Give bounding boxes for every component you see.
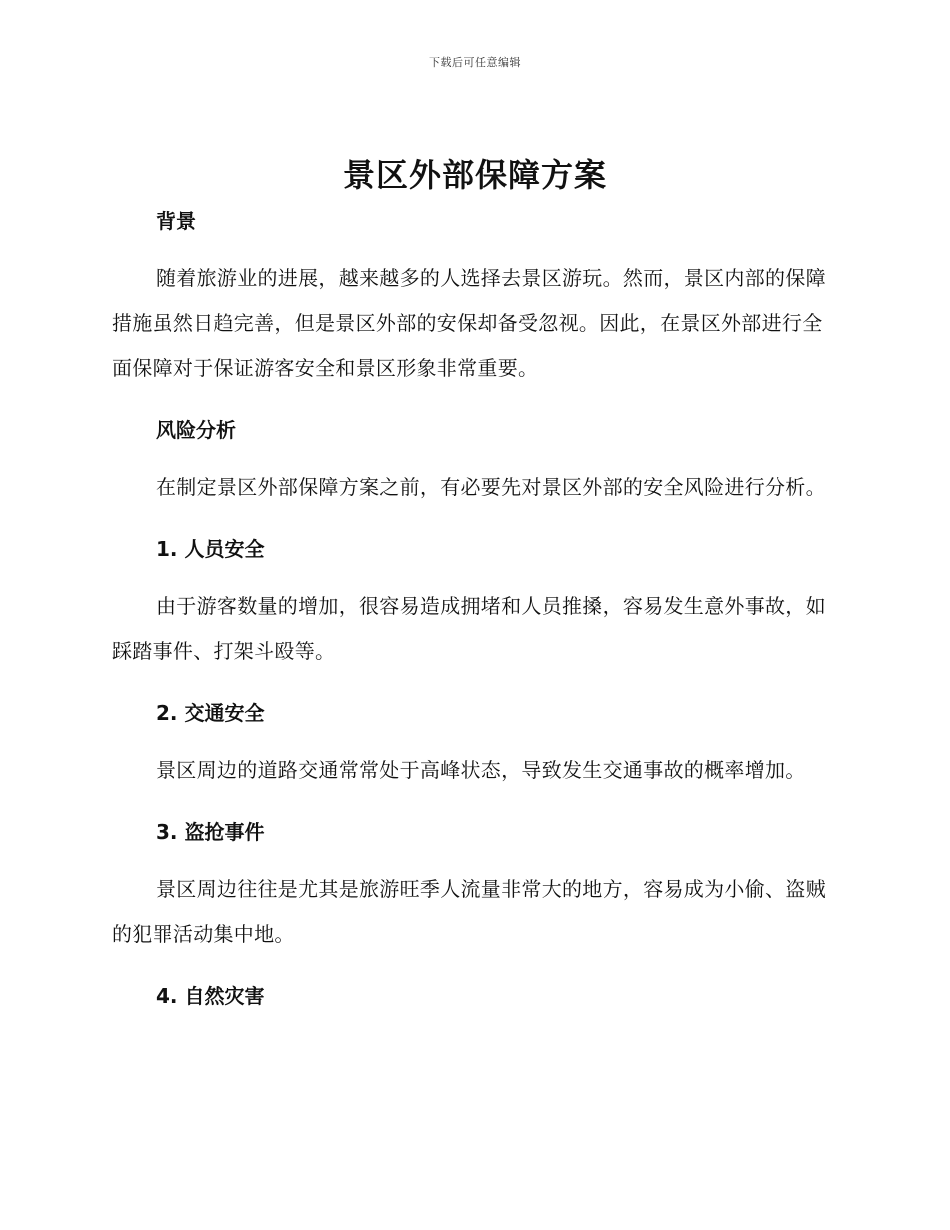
section-paragraph: 随着旅游业的进展，越来越多的人选择去景区游玩。然而，景区内部的保障措施虽然日趋完善，但是景区外部的安保却备受忽视。因此，在景区外部进行全面保障对于保证游客安全和景区形象非常重要。 <box>112 266 826 380</box>
document-body <box>112 198 832 1019</box>
section-heading: 风险分析 <box>156 418 236 442</box>
section-paragraph: 景区周边往往是尤其是旅游旺季人流量非常大的地方，容易成为小偷、盗贼的犯罪活动集中地。 <box>112 877 826 946</box>
section-heading: 2. 交通安全 <box>156 701 265 725</box>
section-paragraph: 在制定景区外部保障方案之前，有必要先对景区外部的安全风险进行分析。 <box>156 475 826 499</box>
section-background <box>112 198 832 407</box>
section-paragraph: 景区周边的道路交通常常处于高峰状态，导致发生交通事故的概率增加。 <box>156 758 806 782</box>
section-risk-analysis <box>112 407 832 526</box>
section-heading: 1. 人员安全 <box>156 537 265 561</box>
section-traffic-safety <box>112 690 832 809</box>
section-personnel-safety <box>112 526 832 690</box>
section-paragraph: 由于游客数量的增加，很容易造成拥堵和人员推搡，容易发生意外事故，如踩踏事件、打架斗殴等。 <box>112 594 826 663</box>
section-natural-disasters <box>112 973 832 1019</box>
page-header-note: 下载后可任意编辑 <box>429 56 521 69</box>
section-heading: 4. 自然灾害 <box>156 984 265 1008</box>
document-title: 景区外部保障方案 <box>342 156 607 194</box>
section-heading: 3. 盗抢事件 <box>156 820 265 844</box>
section-heading: 背景 <box>156 209 196 233</box>
section-theft-robbery <box>112 809 832 973</box>
